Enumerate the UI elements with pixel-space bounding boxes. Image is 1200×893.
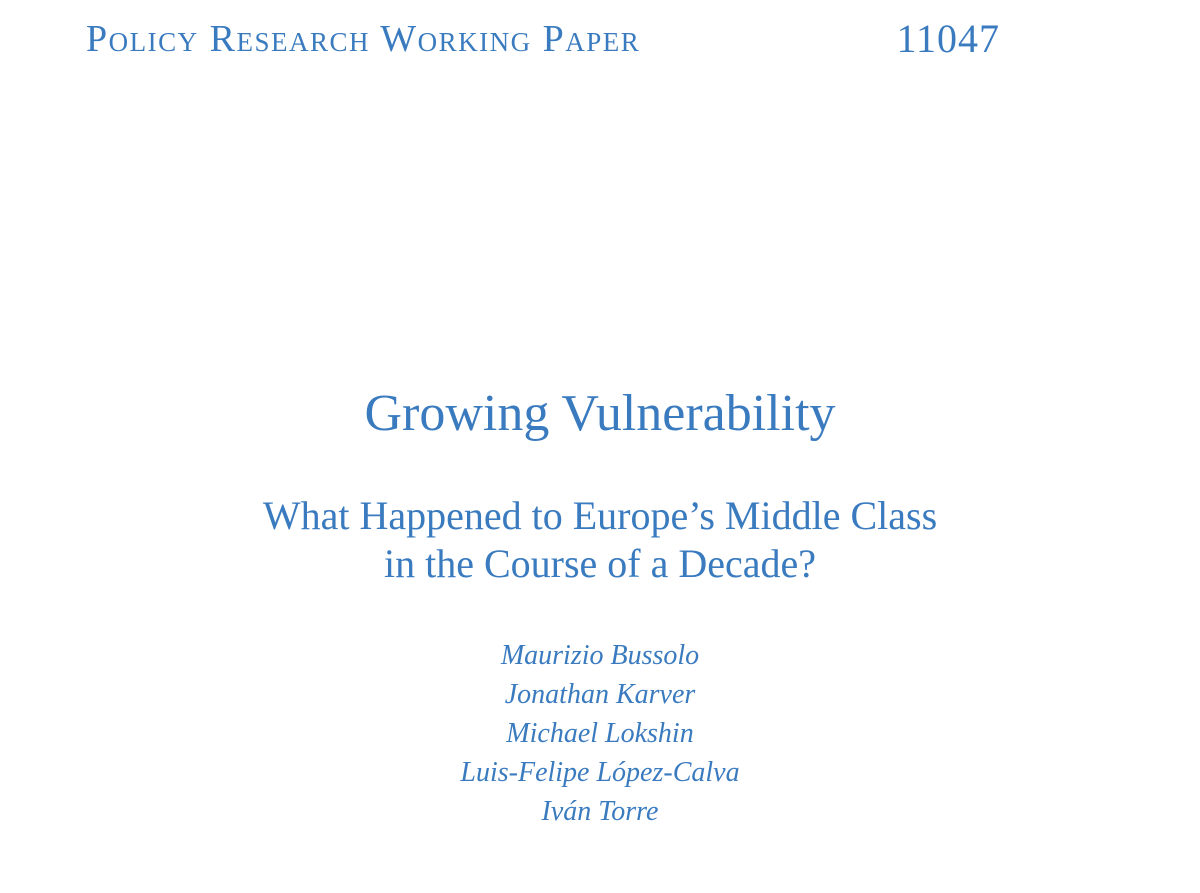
author-name: Michael Lokshin [506,718,694,749]
paper-number: 11047 [896,16,1000,61]
author-list [0,636,1200,831]
author-name: Luis-Felipe López-Calva [460,757,740,788]
subtitle-line-1: What Happened to Europe’s Middle Class [262,493,938,538]
series-name: Policy Research Working Paper [86,18,641,60]
series-header [86,14,1000,70]
author-name: Maurizio Bussolo [500,640,700,671]
author-name: Jonathan Karver [504,679,696,710]
subtitle-line-2: in the Course of a Decade? [383,541,817,586]
paper-title: Growing Vulnerability [364,385,836,442]
author-name: Iván Torre [541,796,659,827]
paper-subtitle [0,492,1200,588]
